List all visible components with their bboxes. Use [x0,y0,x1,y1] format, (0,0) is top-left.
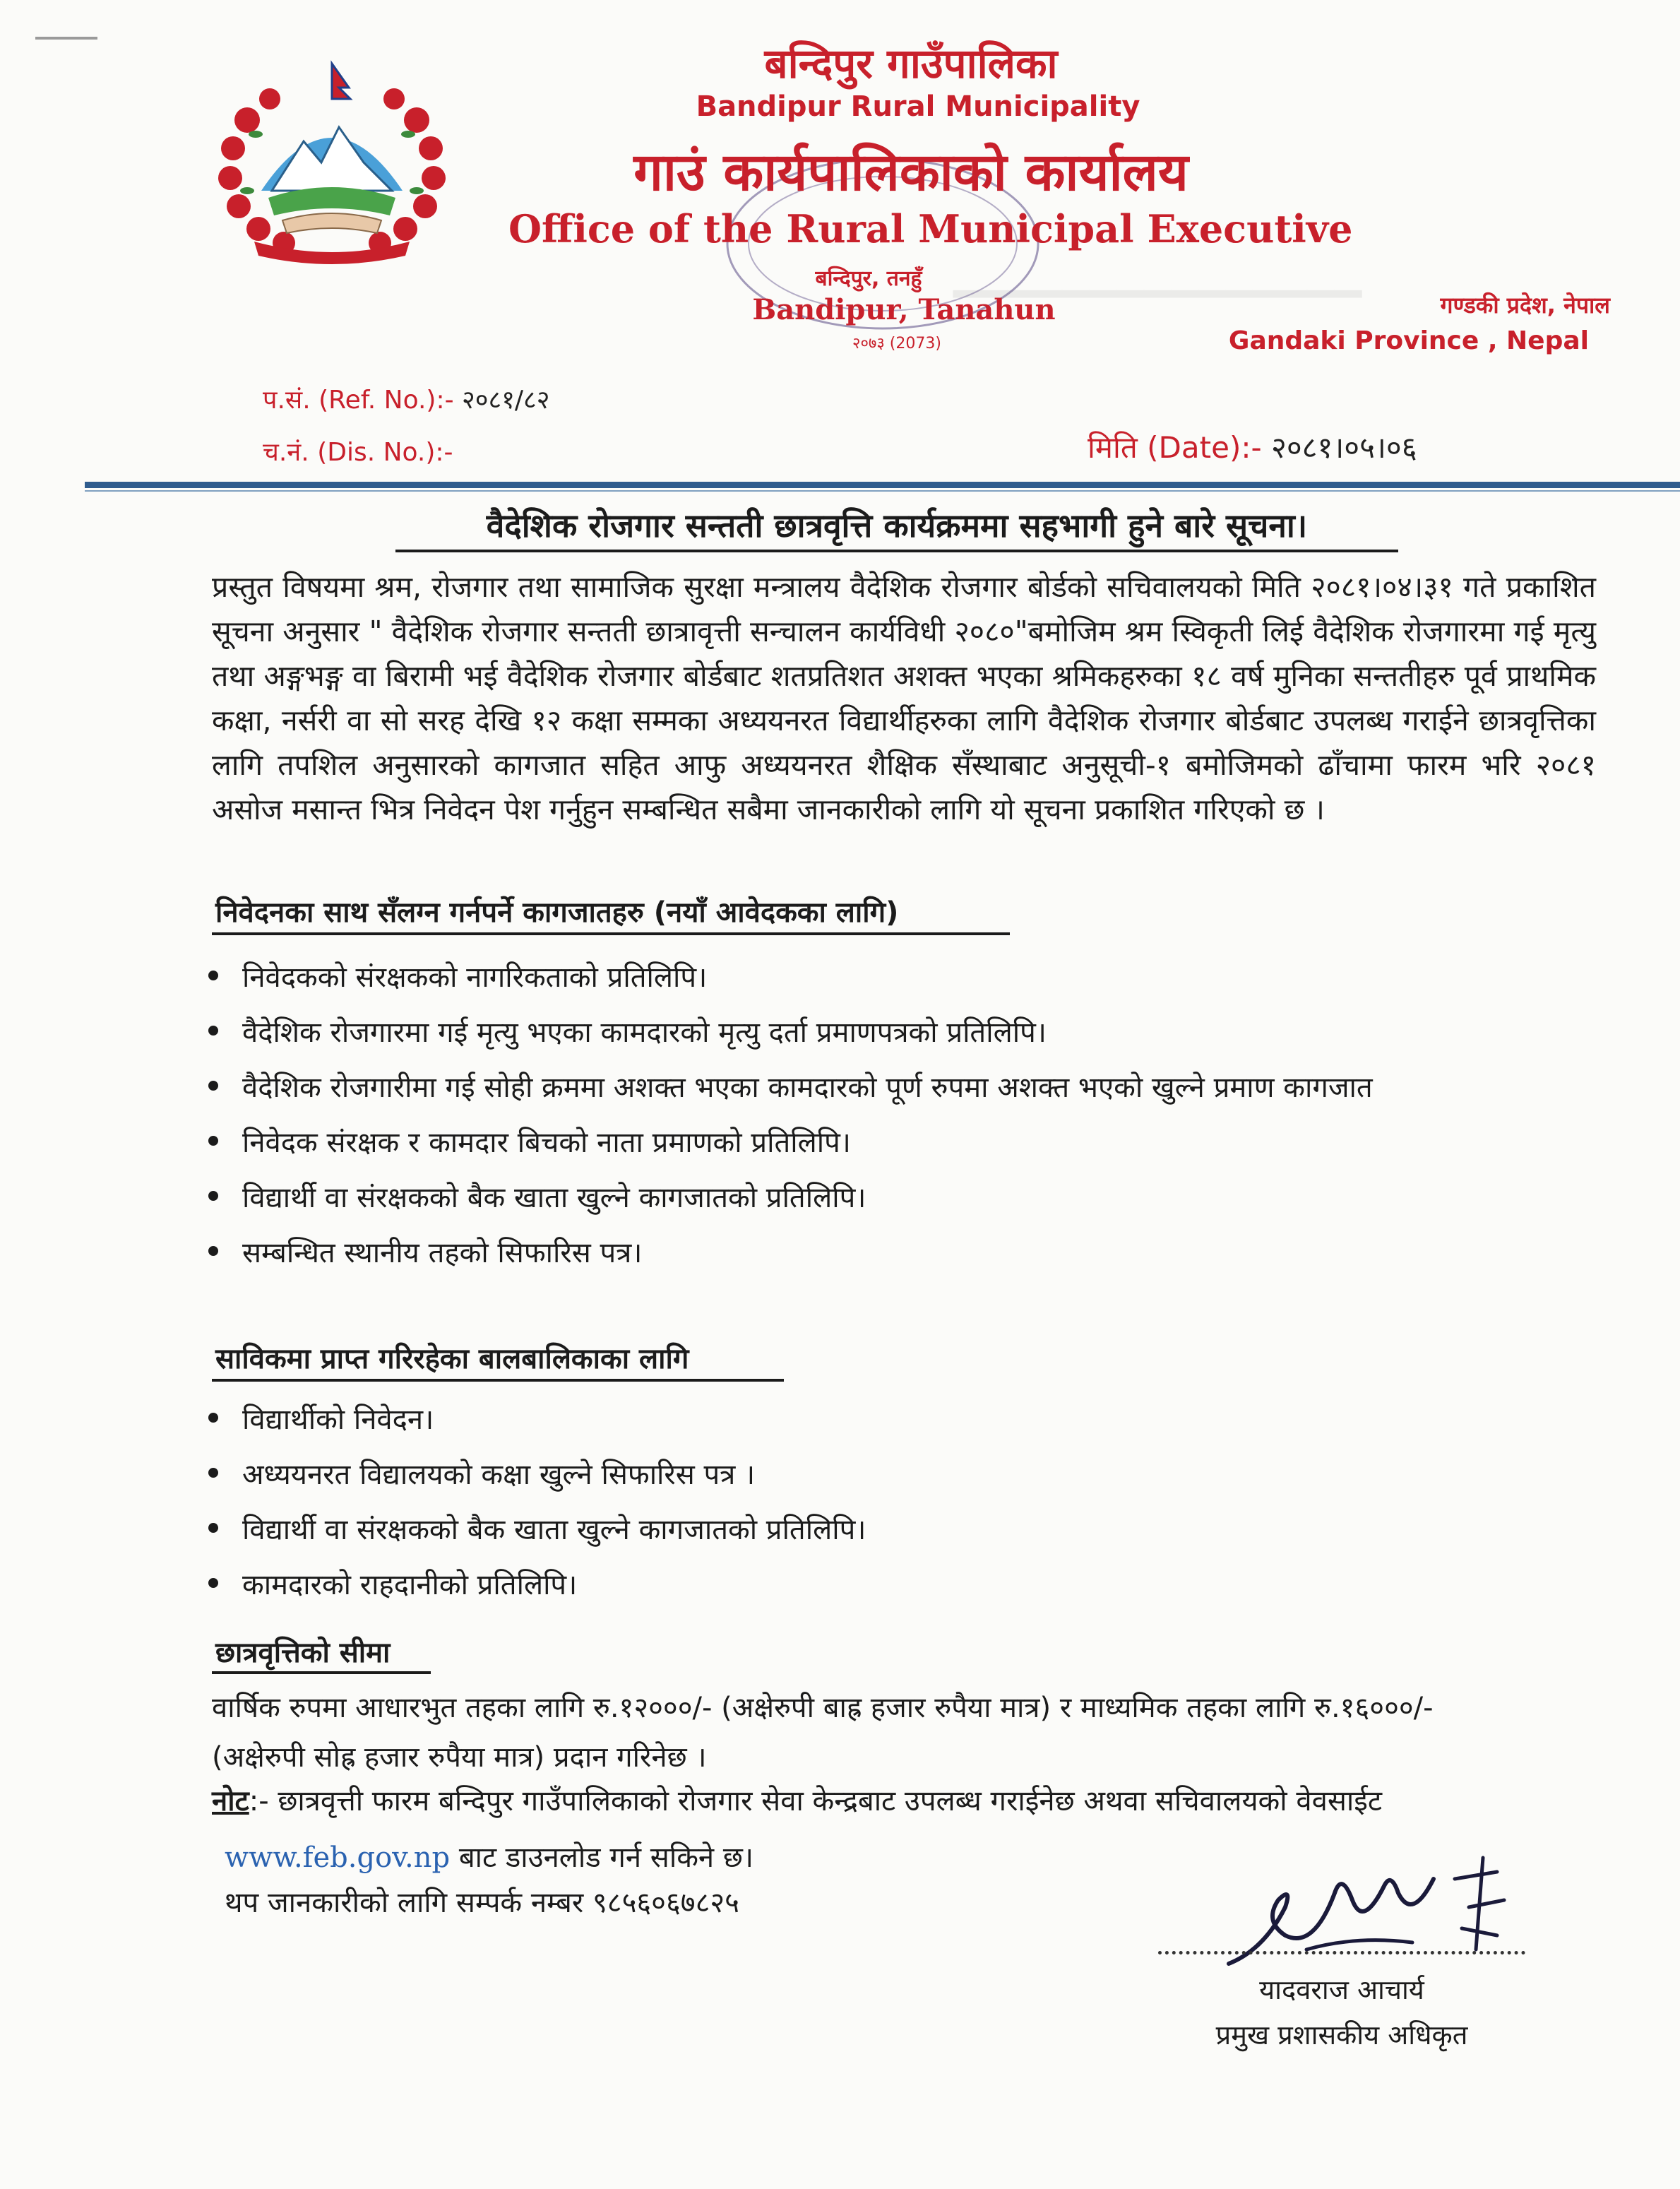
notice-body: प्रस्तुत विषयमा श्रम, रोजगार तथा सामाजिक सुरक्षा मन्त्रालय वैदेशिक रोजगार बोर्डको सचिवालयको मिति २०८१।०४।३१ गते प्रकाशित सूचना अनुसार " वैदेशिक रोजगार सन्तती छात्रावृत्ती सन्चालन कार्यविधी २०८०"बमोजिम श्रम स्विकृती लिई वैदेशिक रोजगारमा गई मृत्यु तथा अङ्गभङ्ग वा बिरामी भई वैदेशिक रोजगार बोर्डबाट शतप्रतिशत अशक्त भएका श्रमिकहरुका १८ वर्ष मुनिका सन्ततीहरु पूर्व प्राथमिक कक्षा, नर्सरी वा सो सरह देखि १२ कक्षा सम्मका अध्ययनरत विद्यार्थीहरुका लागि वैदेशिक रोजगार बोर्डबाट उपलब्ध गराईने छात्रवृत्तिका लागि तपशिल अनुसारको कागजात सहित आफु अध्ययनरत शैक्षिक सँस्थाबाट अनुसूची-१ बमोजिमको ढाँचामा फारम भरि २०८१ असोज मसान्त भित्र निवेदन पेश गर्नुहुन सम्बन्धित सबैमा जानकारीको लागि यो सूचना प्रकाशित गरिएको छ । [212,570,1596,826]
list-item-text: निवेदक संरक्षक र कामदार बिचको नाता प्रमाणको प्रतिलिपि। [242,1126,851,1159]
existing-documents-list [208,1390,866,1610]
bullet-icon [208,1191,218,1201]
bullet-icon [208,1468,218,1478]
bullet-icon [208,1246,218,1256]
limit-line-1: वार्षिक रुपमा आधारभुत तहका लागि रु.१२०००/- (अक्षेरुपी बाह्र हजार रुपैया मात्र) र माध्यमिक तहका लागि रु.१६०००/- [212,1692,1434,1724]
signature-line [1158,1951,1525,1954]
list-item [208,1445,866,1500]
note-label: नोट [212,1785,249,1817]
list-item-text: निवेदकको संरक्षकको नागरिकताको प्रतिलिपि। [242,961,708,994]
dispatch-number [263,434,453,468]
list-item [208,1223,1373,1279]
section-existing-recipients: साविकमा प्राप्त गरिरहेका बालबालिकाका लागि [215,1343,689,1375]
date-label-ne: मिति [1088,430,1138,465]
bullet-icon [208,971,218,980]
section-scholarship-limit: छात्रवृत्तिको सीमा [215,1637,391,1669]
bullet-icon [208,1523,218,1533]
note-text: :- छात्रवृत्ती फारम बन्दिपुर गाउँपालिकाको रोजगार सेवा केन्द्रबाट उपलब्ध गराईनेछ अथवा सचिवालयको वेवसाईट [249,1785,1383,1817]
municipality-name-en: Bandipur Rural Municipality [696,90,1140,123]
list-item-text: वैदेशिक रोजगारमा गई मृत्यु भएका कामदारको मृत्यु दर्ता प्रमाणपत्रको प्रतिलिपि। [242,1016,1047,1049]
notice-date [1088,427,1417,467]
section-underline [212,932,1010,935]
title-underline [395,550,1398,552]
date-label-en: (Date):- [1147,430,1262,465]
list-item [208,1555,866,1610]
list-item-text: विद्यार्थी वा संरक्षकको बैक खाता खुल्ने कागजातको प्रतिलिपि। [242,1181,866,1214]
province-en: Gandaki Province , Nepal [1228,326,1589,355]
website-suffix: बाट डाउनलोड गर्न सकिने छ। [458,1841,754,1874]
established-year: २०७३ (2073) [852,335,941,352]
list-item-text: वैदेशिक रोजगारीमा गई सोही क्रममा अशक्त भएका कामदारको पूर्ण रुपमा अशक्त भएको खुल्ने प्रमाण कागजात [242,1071,1373,1104]
dis-label-ne: च.नं. [263,438,309,467]
place-ne: बन्दिपुर, तनहुँ [815,266,922,291]
ref-label-ne: प.सं. [263,386,311,415]
list-item [208,1500,866,1555]
ref-number [263,381,550,416]
date-value: २०८१।०५।०६ [1271,430,1417,465]
section-new-applicants: निवेदनका साथ सँलग्न गर्नपर्ने कागजातहरु (नयाँ आवेदकका लागि) [215,896,899,929]
municipality-name-ne: बन्दिपुर गाउँपालिका [764,40,1058,88]
list-item-text: कामदारको राहदानीको प्रतिलिपि। [242,1568,578,1601]
list-item [208,948,1373,1003]
list-item [208,1058,1373,1113]
list-item-text: अध्ययनरत विद्यालयको कक्षा खुल्ने सिफारिस पत्र । [242,1458,756,1491]
website-line [225,1837,753,1875]
place-en: Bandipur, Tanahun [752,293,1056,326]
list-item-text: विद्यार्थीको निवेदन। [242,1403,434,1436]
province-ne: गण्डकी प्रदेश, नेपाल [1440,292,1610,319]
section-underline [212,1671,431,1674]
list-item [208,1390,866,1445]
section-underline [212,1379,784,1382]
bullet-icon [208,1578,218,1588]
bleed-through-text: ━━━━━━━━━━━━━━━ [953,268,1362,321]
bullet-icon [208,1136,218,1146]
bullet-icon [208,1081,218,1091]
contact-line: थप जानकारीको लागि सम्पर्क नम्बर ९८५६०६७८२५ [225,1887,739,1919]
list-item [208,1003,1373,1058]
header-divider-thin [85,490,1680,492]
nepal-emblem-icon [205,57,459,268]
scan-mark [35,37,97,40]
new-documents-list [208,948,1373,1279]
notice-title: वैदेशिक रोजगार सन्तती छात्रवृत्ति कार्यक्रममा सहभागी हुने बारे सूचना। [486,506,1308,545]
dis-label-en: (Dis. No.):- [317,438,453,467]
bullet-icon [208,1413,218,1423]
list-item [208,1168,1373,1223]
note-line [212,1780,1382,1819]
list-item-text: सम्बन्धित स्थानीय तहको सिफारिस पत्र। [242,1236,643,1269]
office-name-en: Office of the Rural Municipal Executive [508,206,1353,251]
bullet-icon [208,1026,218,1036]
list-item-text: विद्यार्थी वा संरक्षकको बैक खाता खुल्ने कागजातको प्रतिलिपि। [242,1513,866,1546]
website-link[interactable]: www.feb.gov.np [225,1841,451,1874]
header-divider [85,482,1680,488]
list-item [208,1113,1373,1168]
ref-label-en: (Ref. No.):- [318,386,454,415]
limit-line-2: (अक्षेरुपी सोह्र हजार रुपैया मात्र) प्रदान गरिनेछ । [212,1741,707,1774]
ref-value: २०८१/८२ [462,386,550,415]
office-name-ne: गाउं कार्यपालिकाको कार्यालय [633,142,1188,203]
signer-name: यादवराज आचार्य [1259,1974,1424,2005]
signer-designation: प्रमुख प्रशासकीय अधिकृत [1215,2019,1468,2051]
